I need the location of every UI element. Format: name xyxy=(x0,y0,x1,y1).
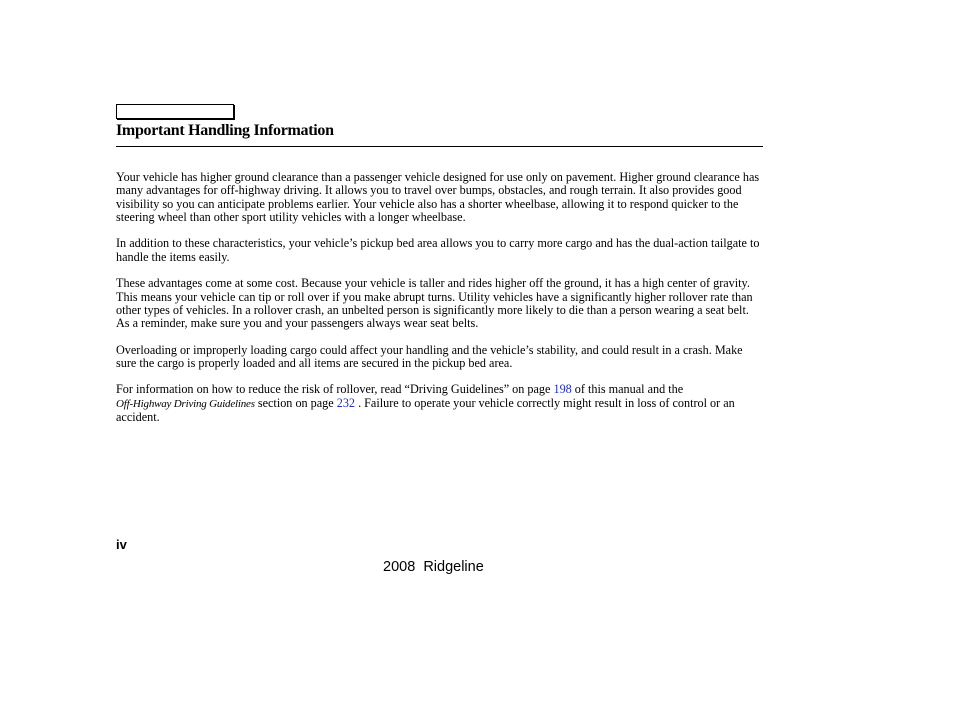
paragraph-ground-clearance: Your vehicle has higher ground clearance than a passenger vehicle designed for use only on pavement. Higher ground clearance has many advantages for off-highway driving. It allows you to travel over bumps, obstacles, and rough terrain. It also provides good visibility so you can anticipate problems earlier. Your vehicle also has a shorter wheelbase, allowing it to respond quicker to the steering wheel than other sport utility vehicles with a longer wheelbase. xyxy=(116,170,760,224)
paragraph-cargo-loading: Overloading or improperly loading cargo could affect your handling and the vehicle’s stability, and could result in a crash. Make sure the cargo is properly loaded and all items are secured in the pickup bed area. xyxy=(116,342,743,371)
contents-nav-button[interactable] xyxy=(116,104,234,119)
page-number: iv xyxy=(116,537,127,552)
reference-text-c: section on page xyxy=(254,395,337,410)
paragraph-rollover-reference xyxy=(116,383,764,424)
page-232-link[interactable]: 232 xyxy=(336,395,356,410)
body-text xyxy=(116,171,764,438)
off-highway-guidelines-title: Off-Highway Driving Guidelines xyxy=(116,397,255,410)
reference-text-a: For information on how to reduce the risk of rollover, read “Driving Guidelines” on page xyxy=(116,382,554,397)
paragraph-pickup-bed: In addition to these characteristics, your vehicle’s pickup bed area allows you to carry more cargo and has the dual-action tailgate to handle the items easily. xyxy=(116,236,760,264)
page-title: Important Handling Information xyxy=(116,122,334,139)
page-198-link[interactable]: 198 xyxy=(553,382,572,397)
reference-text-b: of this manual and the xyxy=(571,382,684,397)
title-divider xyxy=(116,146,763,147)
reference-text-d: . Failure to operate your vehicle correctly might result in loss of control or an accident. xyxy=(116,395,735,425)
paragraph-rollover-risk: These advantages come at some cost. Because your vehicle is taller and rides higher off the ground, it has a high center of gravity. This means your vehicle can tip or roll over if you make abrupt turns. Utility vehicles have a significantly higher rollover rate than other types of vehicles. In a rollover crash, an unbelted person is significantly more likely to die than a person wearing a seat belt. As a reminder, make sure you and your passengers always wear seat belts. xyxy=(116,276,753,331)
footer-model-label: 2008 Ridgeline xyxy=(383,559,484,575)
